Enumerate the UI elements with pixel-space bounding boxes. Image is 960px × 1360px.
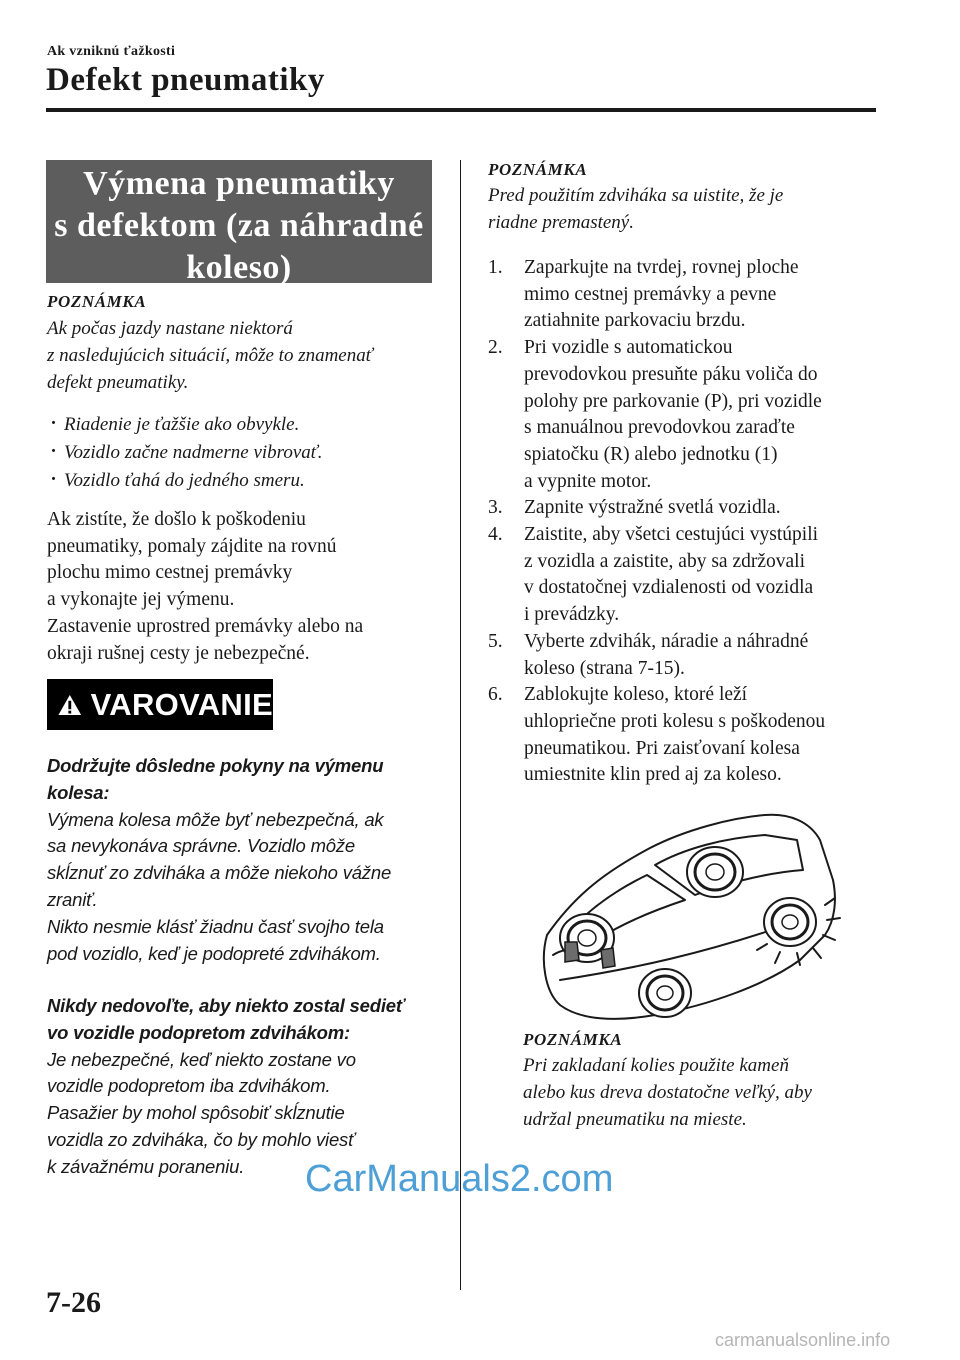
warning-title-line: Dodržujte dôsledne pokyny na výmenu — [47, 755, 384, 776]
heading-line: Výmena pneumatiky — [83, 165, 395, 202]
warning-line: k závažnému poraneniu. — [47, 1155, 245, 1177]
intro-paragraph — [47, 507, 447, 667]
warning-line: Je nebezpečné, keď niekto zostane vo — [47, 1048, 356, 1070]
wheel — [687, 847, 743, 897]
note-label: POZNÁMKA — [523, 1030, 623, 1049]
warning-title-line: kolesa: — [47, 781, 110, 803]
watermark: CarManuals2.com — [305, 1158, 614, 1200]
note-block-left — [47, 292, 447, 495]
step-number: 5. — [488, 630, 503, 652]
step-line: umiestnite klin pred aj za koleso. — [524, 764, 782, 786]
warning-line: pod vozidlo, keď je podopreté zdvihákom. — [47, 942, 381, 964]
step-line: Pri vozidle s automatickou — [524, 337, 733, 359]
step-line: polohy pre parkovanie (P), pri vozidle — [524, 390, 822, 412]
warning-line: skĺznuť zo zdviháka a môže niekoho vážne — [47, 862, 392, 884]
note-text — [488, 182, 888, 236]
car-wheel-chock-illustration — [535, 810, 845, 1025]
step-line: zatiahnite parkovaciu brzdu. — [524, 310, 746, 332]
note-block-top-right — [488, 160, 888, 236]
step-number: 1. — [488, 257, 503, 278]
paragraph-line: a vykonajte jej výmenu. — [47, 589, 235, 611]
step-item — [488, 682, 888, 789]
step-item — [488, 629, 888, 682]
warning-title-line: vo vozidle podopretom zdvihákom: — [47, 1021, 350, 1043]
warning-title-line: Nikdy nedovoľte, aby niekto zostal sedieť — [47, 995, 405, 1016]
column-divider — [460, 160, 461, 1290]
wheel — [764, 898, 816, 946]
step-line: pneumatikou. Pri zaisťovaní kolesa — [524, 737, 800, 759]
paragraph-line: plochu mimo cestnej premávky — [47, 562, 293, 584]
warning-line: sa nevykonáva správne. Vozidlo môže — [47, 835, 356, 857]
paragraph-line: Zastavenie uprostred premávky alebo na — [47, 615, 364, 637]
step-line: i prevádzky. — [524, 604, 620, 626]
paragraph-line: pneumatiky, pomaly zájdite na rovnú — [47, 535, 337, 557]
step-number: 4. — [488, 524, 503, 546]
step-line: v dostatočnej vzdialenosti od vozidla — [524, 577, 814, 599]
step-line: mimo cestnej premávky a pevne — [524, 283, 777, 305]
warning-line: vozidla zo zdviháka, čo by mohlo viesť — [47, 1128, 355, 1150]
step-number: 3. — [488, 497, 503, 519]
note-line: z nasledujúcich situácií, môže to znamenať — [47, 345, 373, 366]
warning-line: Nikto nesmie klásť žiadnu časť svojho tela — [47, 915, 384, 937]
step-line: prevodovkou presuňte páku voliča do — [524, 363, 818, 385]
warning-label: VAROVANIE — [90, 686, 273, 722]
step-line: s manuálnou prevodovkou zaraďte — [524, 417, 795, 439]
paragraph-line: okraji rušnej cesty je nebezpečné. — [47, 642, 310, 664]
note-line: Pred použitím zdviháka sa uistite, že je — [488, 185, 784, 206]
step-number: 6. — [488, 684, 503, 706]
step-list — [488, 255, 888, 789]
warning-line: Pasažier by mohol spôsobiť skĺznutie — [47, 1102, 345, 1124]
note-line: defekt pneumatiky. — [47, 372, 189, 393]
step-line: a vypnite motor. — [524, 470, 652, 492]
step-line: koleso (strana 7-15). — [524, 657, 685, 679]
step-item — [488, 522, 888, 629]
step-line: Zaparkujte na tvrdej, rovnej ploche — [524, 257, 799, 278]
step-line: Zaistite, aby všetci cestujúci vystúpili — [524, 524, 819, 546]
step-line: uhlopriečne proti kolesu s poškodenou — [524, 710, 826, 732]
note-text — [523, 1052, 913, 1133]
section-label: Ak vzniknú ťažkosti — [47, 44, 176, 59]
list-item: · Vozidlo ťahá do jedného smeru. — [47, 467, 447, 495]
note-line: Ak počas jazdy nastane niektorá — [47, 318, 293, 339]
note-line: udržal pneumatiku na mieste. — [523, 1109, 747, 1130]
list-item: · Riadenie je ťažšie ako obvykle. — [47, 411, 447, 439]
step-item — [488, 335, 888, 495]
step-line: Vyberte zdvihák, náradie a náhradné — [524, 630, 809, 652]
note-text — [47, 315, 447, 396]
warning-line: Výmena kolesa môže byť nebezpečná, ak — [47, 808, 384, 830]
warning-badge — [47, 679, 273, 730]
note-label: POZNÁMKA — [488, 160, 588, 179]
list-item: · Vozidlo začne nadmerne vibrovať. — [47, 439, 447, 467]
symptom-list — [47, 411, 447, 495]
paragraph-line: Ak zistíte, že došlo k poškodeniu — [47, 509, 306, 530]
step-item — [488, 255, 888, 335]
page-number: 7-26 — [46, 1286, 101, 1319]
site-footer: carmanualsonline.info — [715, 1330, 891, 1350]
note-line: riadne premastený. — [488, 212, 634, 233]
note-label: POZNÁMKA — [47, 292, 147, 311]
step-line: z vozidla a zaistite, aby sa zdržovali — [524, 550, 805, 572]
section-heading — [46, 160, 432, 286]
step-line: spiatočku (R) alebo jednotku (1) — [524, 443, 778, 465]
title-rule — [46, 108, 876, 112]
step-line: Zapnite výstražné svetlá vozidla. — [524, 497, 781, 519]
step-number: 2. — [488, 337, 503, 359]
note-line: Pri zakladaní kolies použite kameň — [523, 1055, 789, 1076]
step-line: Zablokujte koleso, ktoré leží — [524, 684, 748, 706]
note-block-bottom-right — [523, 1030, 913, 1133]
warning-line: zraniť. — [47, 888, 98, 910]
page-title: Defekt pneumatiky — [46, 62, 325, 98]
warning-triangle-icon — [57, 689, 83, 721]
wheel — [639, 969, 691, 1017]
warning-line: vozidle podopretom iba zdvihákom. — [47, 1075, 331, 1097]
warning-text-block-1 — [47, 753, 457, 967]
heading-line: koleso) — [186, 249, 292, 286]
step-item — [488, 495, 888, 522]
heading-line: s defektom (za náhradné — [54, 207, 424, 244]
note-line: alebo kus dreva dostatočne veľký, aby — [523, 1082, 812, 1103]
warning-text-block-2 — [47, 993, 457, 1181]
